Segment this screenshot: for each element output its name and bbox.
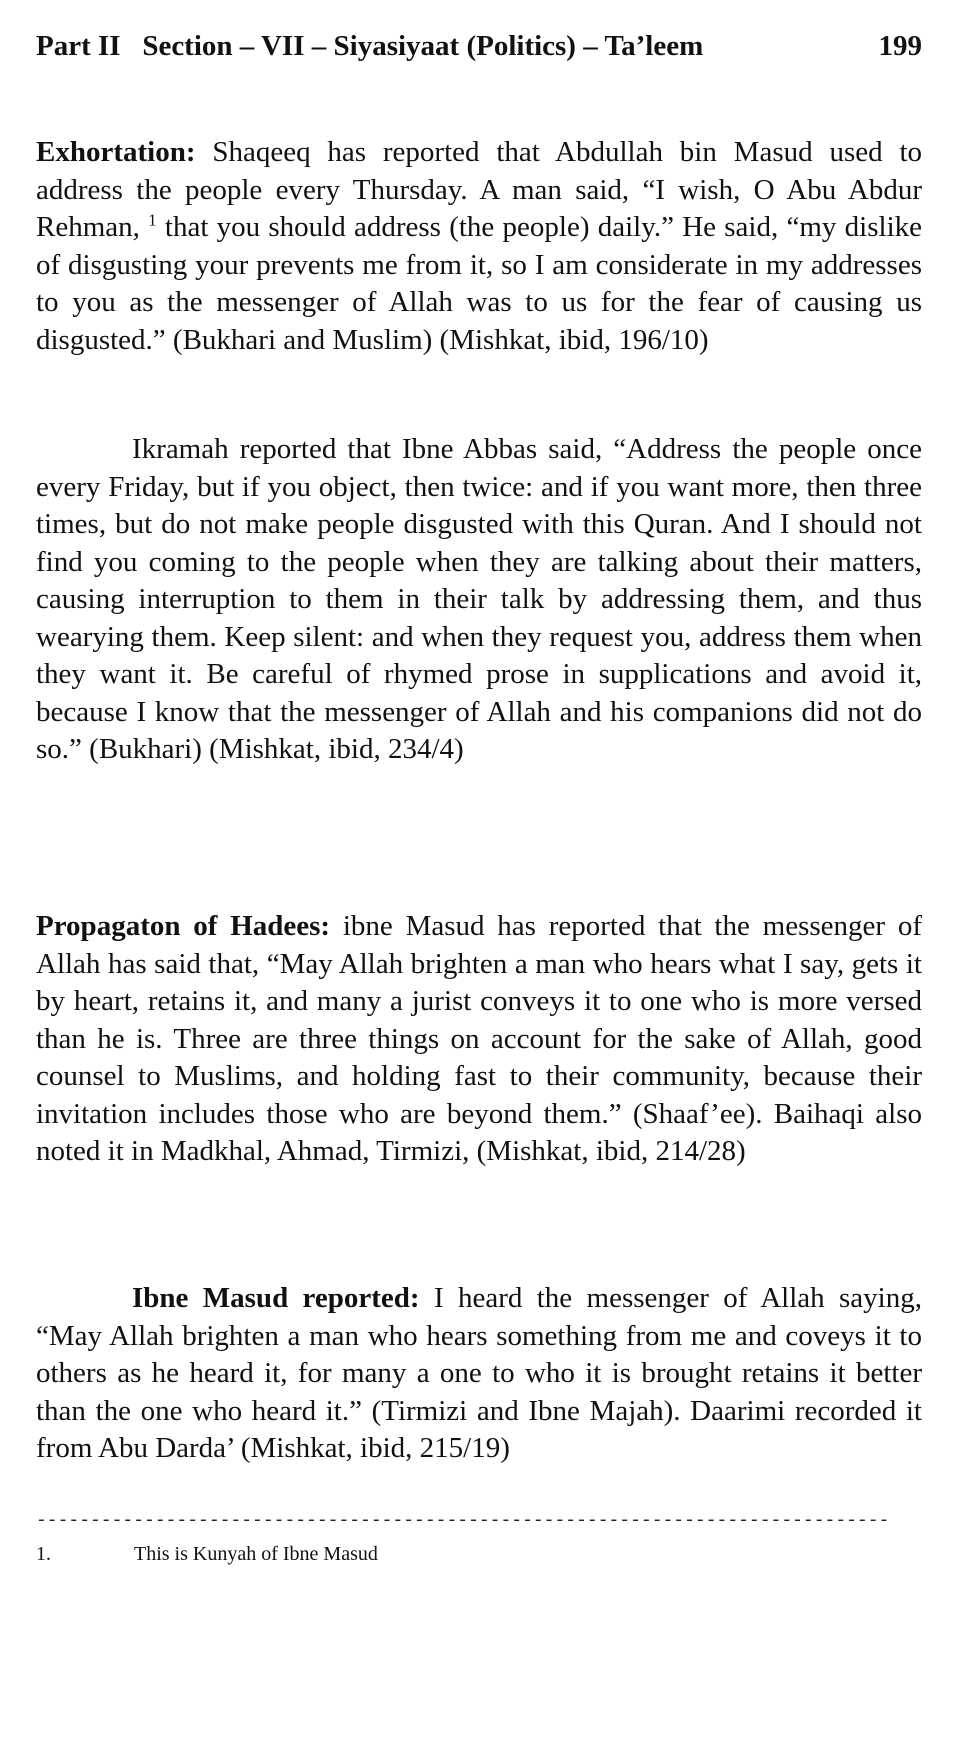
ibne-masud-heading: Ibne Masud reported: xyxy=(132,1282,420,1314)
propagation-heading: Propagaton of Hadees: xyxy=(36,910,331,942)
paragraph-ibne-masud xyxy=(36,1280,922,1468)
propagation-text: ibne Masud has reported that the messenger of Allah has said that, “May Allah brighten a man who hears what I say, gets it by heart, retains it, and many a jurist conveys it to one who is more versed than he is. Three are three things on account for the sake of Allah, good counsel to Muslims, and holding fast to their community, because their invitation includes those who are beyond them.” (Shaaf’ee). Baihaqi also noted it in Madkhal, Ahmad, Tirmizi, (Mishkat, ibid, 214/28) xyxy=(36,910,922,1167)
page-header xyxy=(36,28,922,64)
ikramah-text: Ikramah reported that Ibne Abbas said, “Address the people once every Friday, but if you object, then twice: and if you want more, then three times, but do not make people disgusted with this Quran. And I should not find you coming to the people when they are talking about their matters, causing interruption to them in their talk by addressing them, and thus wearying them. Keep silent: and when they request you, address them when they want it. Be careful of rhymed prose in supplications and avoid it, because I know that the messenger of Allah and his companions did not do so.” (Bukhari) (Mishkat, ibid, 234/4) xyxy=(36,433,922,765)
exhortation-heading: Exhortation: xyxy=(36,136,196,168)
footnote xyxy=(36,1541,922,1567)
footnote-text: This is Kunyah of Ibne Masud xyxy=(134,1543,378,1565)
footnote-number: 1. xyxy=(36,1543,51,1565)
exhortation-text-2: that you should address (the people) daily.” He said, “my dislike of disgusting your prevents me from it, so I am considerate in my addresses to you as the messenger of Allah was to us for the fear of causing us disgusted.” (Bukhari and Muslim) (Mishkat, ibid, 196/10) xyxy=(36,211,922,356)
paragraph-ikramah xyxy=(36,431,922,769)
exhortation-text-1: Shaqeeq has reported that Abdullah bin Masud used to address the people every Thursday. A man said, “I wish, O Abu Abdur Rehman, xyxy=(36,136,922,243)
ibne-masud-text: I heard the messenger of Allah saying, “May Allah brighten a man who hears something from me and coveys it to others as he heard it, for many a one to who it is brought retains it better than the one who heard it.” (Tirmizi and Ibne Majah). Daarimi recorded it from Abu Darda’ (Mishkat, ibid, 215/19) xyxy=(36,1282,922,1464)
paragraph-propagation xyxy=(36,908,922,1171)
page-number: 199 xyxy=(878,30,922,62)
footnote-marker: 1 xyxy=(148,210,157,230)
header-title: Part II Section – VII – Siyasiyaat (Politics) – Ta’leem xyxy=(36,30,704,62)
footnote-divider: ------------------------------------------------------------------------------- xyxy=(36,1512,890,1530)
paragraph-exhortation xyxy=(36,134,922,359)
